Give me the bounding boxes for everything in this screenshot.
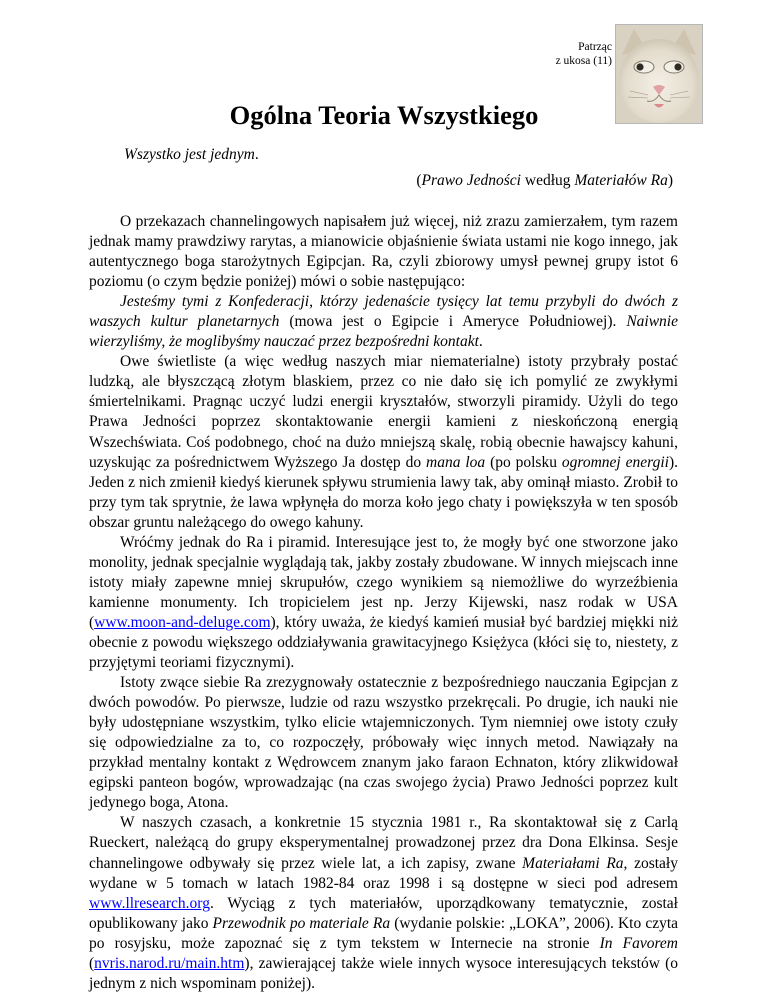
ra-quote-2: Naiwnie wierzyliśmy, że moglibyśmy nauczać przez bezpośredni kontakt xyxy=(89,313,678,351)
paragraph-2-note: (mowa jest o Egipcie i Ameryce Południowej). xyxy=(279,313,627,331)
series-label-line1: Patrząc xyxy=(578,41,612,53)
motto-source xyxy=(416,171,673,191)
motto xyxy=(124,145,259,165)
link-moon-and-deluge[interactable]: www.moon-and-deluge.com xyxy=(94,613,271,631)
paragraph-2-end: . xyxy=(478,333,483,351)
paragraph-4-text-b: ), który uważa, że kiedyś kamień musiał być bardziej miękki niż obecnie z powodu większego oddziaływania grawitacyjnego Księżyca (kłóci się to, niestety, z przyjętymi teoriami fizycznymi). xyxy=(89,613,678,672)
link-nvris[interactable]: nvris.narod.ru/main.htm xyxy=(94,954,245,972)
paragraph-6-text-c: . Wyciąg z tych materiałów, uporządkowany tematycznie, został opublikowany jako xyxy=(89,894,678,932)
paragraph-5-text: Istoty zwące siebie Ra zrezygnowały ostatecznie z bezpośredniego nauczania Egipcjan z dwóch powodów. Po pierwsze, ludzie od razu wszystko przekręcali. Po drugie, ich nauki nie były udostępniane wszystkim, tylko elicie wtajemniczonych. Tym niemniej owe istoty czuły się odpowiedzialne za to, co rozpoczęły, próbowały więc innych metod. Nawiązały na przykład mentalny kontakt z Wędrowcem znanym jako faraon Echnaton, który zlikwidował egipski panteon bogów, wprowadzając (na czas swojego życia) Prawo Jedności poprzez kult jedynego boga, Atona. xyxy=(89,674,678,812)
ra-quote-1: Jesteśmy tymi z Konfederacji, którzy jedenaście tysięcy lat temu przybyli do dwóch z waszych kultur planetarnych xyxy=(89,293,678,331)
term-huge-energy: ogromnej energii xyxy=(561,453,669,471)
paragraph-3-text-a: Owe świetliste (a więc według naszych miar niematerialne) istoty przybrały postać ludzką, ale błyszczącą złotym blaskiem, przez co nie dało się ich pomylić ze zwykłymi śmiertelnikami. Pragnąc uczyć ludzi energii kryształów, stworzyli piramidy. Użyli do tego Prawa Jedności poprzez skontaktowanie energii kamieni z nieskończoną energią Wszechświata. Coś podobnego, choć na dużo mniejszą skalę, robią obecnie hawajscy kahuni, uzyskując za pośrednictwem Wyższego Ja dostęp do xyxy=(89,353,678,471)
series-label-line2: z ukosa (11) xyxy=(555,55,612,67)
paragraph-3-text-c: ). Jeden z nich zmienił kiedyś kierunek spływu strumienia lawy tak, aby ominął miasto. Zrobił to przy tym tak sprytnie, że lawa wpłynęła do morza koło jego chaty i powiększyła w ten sposób obszar gruntu należącego do owego kahuny. xyxy=(89,453,678,531)
motto-source-law: Prawo Jedności xyxy=(421,172,521,189)
paragraph-4-text-a: Wróćmy jednak do Ra i piramid. Interesujące jest to, że mogły być one stworzone jako monolity, jednak specjalnie wyglądają tak, jakby zostały zbudowane. W innych miejscach inne istoty miały zapewne mniej skrupułów, czego wynikiem są niemożliwe do wyrzeźbienia kamienne monumenty. Ich tropicielem jest np. Jerzy Kijewski, nasz rodak w USA ( xyxy=(89,533,678,631)
page-title: Ogólna Teoria Wszystkiego xyxy=(229,100,539,130)
paragraph-3-text-b: (po polsku xyxy=(485,453,562,471)
link-llresearch[interactable]: www.llresearch.org xyxy=(89,894,210,912)
paragraph-6-text-e: ( xyxy=(89,954,95,972)
paragraph-6-text-a: W naszych czasach, a konkretnie 15 stycznia 1981 r., Ra skontaktował się z Carlą Rueckert, należącą do grupy eksperymentalnej prowadzonej przez dra Dona Elkinsa. Sesje channelingowe odbywały się przez wiele lat, a ich zapisy, zwane xyxy=(89,814,678,872)
motto-source-open: ( xyxy=(416,172,422,189)
paragraph-6-text-b: , zostały wydane w 5 tomach w latach 1982-84 oraz 1998 i są dostępne w sieci pod adresem xyxy=(89,854,678,892)
term-ra-guide: Przewodnik po materiale Ra xyxy=(212,914,391,932)
term-in-favorem: In Favorem xyxy=(599,934,678,952)
paragraph-3 xyxy=(89,352,678,532)
motto-period: . xyxy=(254,146,259,163)
paragraph-5 xyxy=(89,673,678,813)
paragraph-1-text: O przekazach channelingowych napisałem już więcej, niż zrazu zamierzałem, tym razem jednak mamy prawdziwy rarytas, a mianowicie objaśnienie świata ustami nie kogo innego, jak autentycznego boga starożytnych Egipcjan. Ra, czyli zbiorowy umysł pewnej grupy istot 6 poziomu (o czym będzie poniżej) mówi o sobie następująco: xyxy=(89,213,678,291)
paragraph-4 xyxy=(89,533,678,673)
term-ra-materials: Materiałami Ra xyxy=(522,854,624,872)
motto-source-mid: według xyxy=(521,172,575,189)
motto-source-book: Materiałów Ra xyxy=(574,172,668,189)
article-body xyxy=(89,212,678,994)
series-label xyxy=(556,40,612,68)
paragraph-6-text-d: (wydanie polskie: „LOKA”, 2006). Kto czyta po rosyjsku, może zapoznać się z tym tekstem w Internecie na stronie xyxy=(89,914,679,952)
motto-text: Wszystko jest jednym xyxy=(124,146,255,163)
paragraph-2 xyxy=(89,292,678,352)
paragraph-6 xyxy=(89,813,678,993)
term-mana-loa: mana loa xyxy=(426,453,486,471)
paragraph-6-text-f: ), zawierającej także wiele innych wysoce interesujących tekstów (o jednym z nich wspominam poniżej). xyxy=(89,954,678,992)
paragraph-1 xyxy=(89,212,678,292)
motto-source-close: ) xyxy=(667,172,673,189)
